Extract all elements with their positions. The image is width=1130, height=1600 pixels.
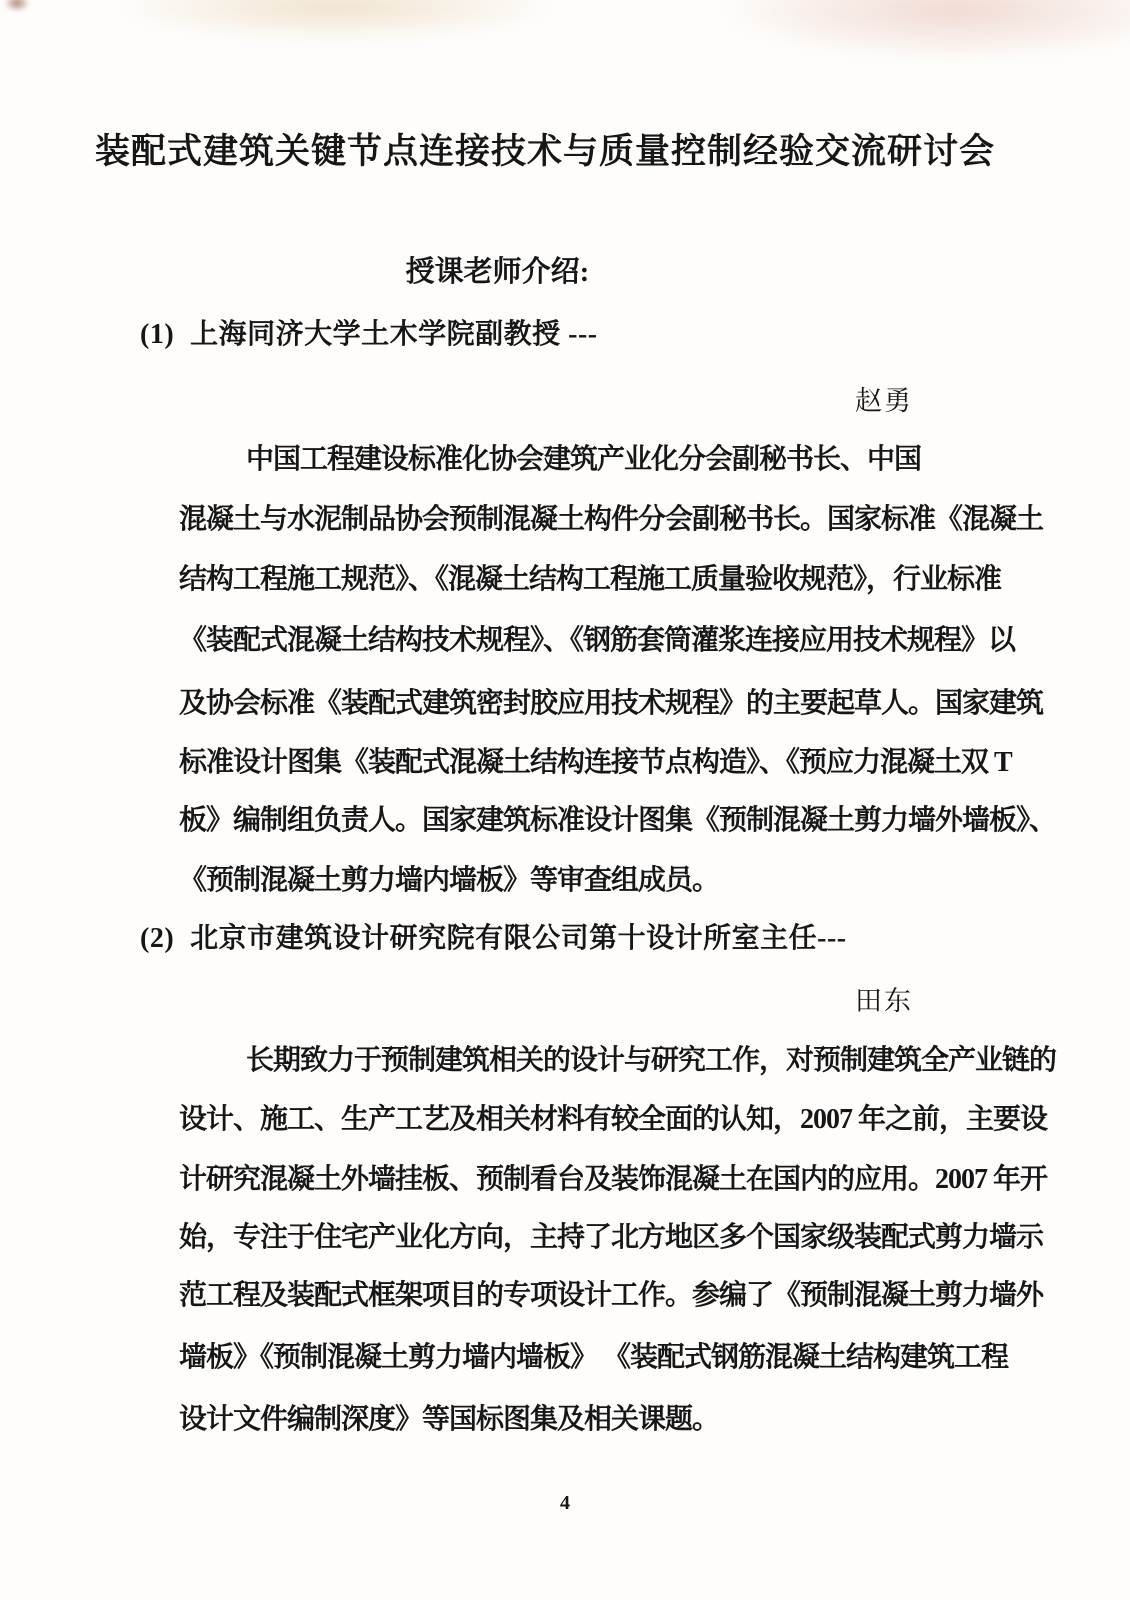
speaker-1-index: (1) (140, 319, 175, 350)
speaker-1-bio-line: 标准设计图集《装配式混凝土结构连接节点构造》、《预应力混凝土双 T (179, 747, 1012, 778)
page-number: 4 (560, 1492, 570, 1514)
speaker-1-position-line (140, 312, 598, 352)
speaker-1-bio-line: 《预制混凝土剪力墙内墙板》等审查组成员。 (179, 865, 720, 896)
document-title: 装配式建筑关键节点连接技术与质量控制经验交流研讨会 (94, 132, 995, 171)
speaker-1-bio-line: 中国工程建设标准化协会建筑产业化分会副秘书长、中国 (246, 444, 922, 475)
speaker-2-position-line (140, 916, 847, 956)
speaker-1-name: 赵勇 (855, 386, 913, 416)
speaker-2-bio-line: 范工程及装配式框架项目的专项设计工作。参编了《预制混凝土剪力墙外 (179, 1280, 1044, 1311)
speaker-1-bio-line: 混凝土与水泥制品协会预制混凝土构件分会副秘书长。国家标准《混凝土 (179, 504, 1044, 535)
speaker-1-position: 上海同济大学土木学院副教授 --- (190, 319, 598, 350)
speaker-2-name: 田东 (855, 986, 913, 1016)
scan-smudge-top-left (110, 0, 560, 42)
speaker-2-bio-line: 设计文件编制深度》等国标图集及相关课题。 (179, 1404, 720, 1435)
section-heading: 授课老师介绍: (405, 256, 590, 288)
scan-smudge-top-right (720, 0, 1130, 60)
speaker-2-bio-line: 墙板》《预制混凝土剪力墙内墙板》 《装配式钢筋混凝土结构建筑工程 (179, 1342, 1009, 1373)
speaker-2-bio-line: 长期致力于预制建筑相关的设计与研究工作，对预制建筑全产业链的 (246, 1045, 1057, 1076)
speaker-1-bio-line: 《装配式混凝土结构技术规程》、《钢筋套筒灌浆连接应用技术规程》以 (179, 625, 1016, 656)
speaker-1-bio-line: 结构工程施工规范》、《混凝土结构工程施工质量验收规范》，行业标准 (179, 564, 1002, 595)
speaker-2-bio-line: 计研究混凝土外墙挂板、预制看台及装饰混凝土在国内的应用。2007 年开 (179, 1164, 1048, 1195)
scan-speck-corner (4, 0, 30, 12)
speaker-2-index: (2) (140, 923, 175, 954)
speaker-2-position: 北京市建筑设计研究院有限公司第十设计所室主任--- (190, 923, 847, 954)
speaker-2-bio-line: 设计、施工、生产工艺及相关材料有较全面的认知，2007 年之前，主要设 (179, 1104, 1048, 1135)
speaker-2-bio-line: 始，专注于住宅产业化方向，主持了北方地区多个国家级装配式剪力墙示 (179, 1222, 1044, 1253)
speaker-1-bio-line: 板》编制组负责人。国家建筑标准设计图集《预制混凝土剪力墙外墙板》、 (179, 805, 1057, 836)
speaker-1-bio-line: 及协会标准《装配式建筑密封胶应用技术规程》的主要起草人。国家建筑 (179, 688, 1044, 719)
